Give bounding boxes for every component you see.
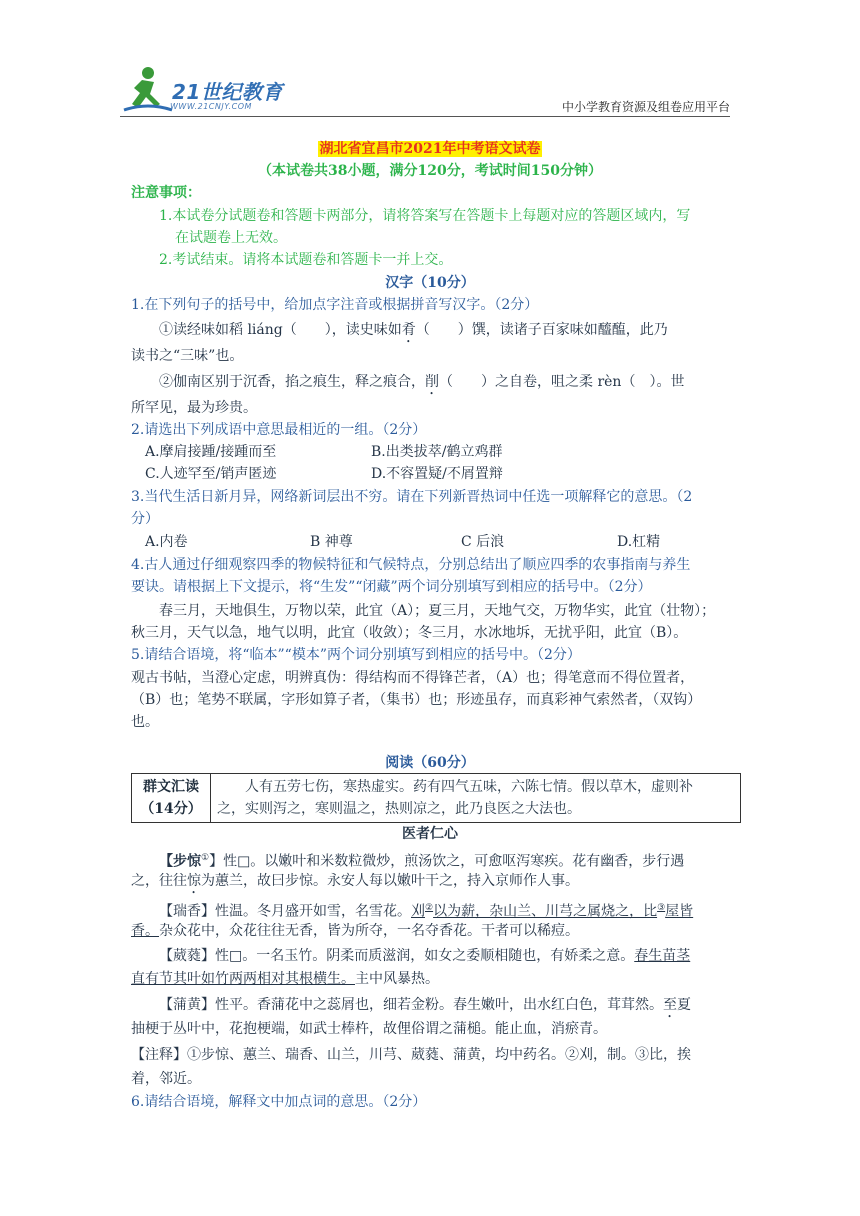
q1-line4: 所罕见，最为珍贵。 xyxy=(131,400,257,416)
p2a: 【瑞香】性温。冬月盛开如雪，名雪花。 xyxy=(159,903,411,920)
passage-p3-line2 xyxy=(131,968,439,990)
exam-subtitle: （本试卷共38小题，满分120分，考试时间150分钟） xyxy=(258,163,602,179)
platform-label: 中小学教育资源及组卷应用平台 xyxy=(561,100,730,114)
q3-option-a: A.内卷 xyxy=(145,534,188,550)
p4-dotted-char: 至 xyxy=(663,997,677,1013)
group-reading-text-1: 人有五劳七伤，寒热虚实。药有四气五味，六陈七情。假以草木，虚则补 xyxy=(245,779,693,795)
q5-stem: 5.请结合语境，将“临本”“模本”两个词分别填写到相应的括号中。（2分） xyxy=(131,647,581,663)
q1-line3 xyxy=(159,371,684,398)
p3-ul-1: 春生苗茎 xyxy=(634,948,691,964)
group-reading-table xyxy=(131,773,741,823)
q3-option-c: C 后浪 xyxy=(461,534,505,550)
p1c: 之，往往 xyxy=(131,873,187,889)
p1-body: 】性□。以嫩叶和米数粒微炒，煎汤饮之，可愈呕泻寒疾。花有幽香，步行遇 xyxy=(209,853,685,870)
passage-note-2: 着，邻近。 xyxy=(131,1071,201,1087)
header-divider xyxy=(120,116,730,117)
q2-stem: 2.请选出下列成语中意思最相近的一组。（2分） xyxy=(131,422,427,438)
p3a: 【葳蕤】性□。一名玉竹。阴柔而质滋润，如女之委顺相随也，有娇柔之意。 xyxy=(159,948,635,964)
section-hanzi: 汉字（10分） xyxy=(385,275,475,291)
q2-option-b: B.出类拔萃/鹤立鸡群 xyxy=(371,444,503,460)
q5-text-3: 也。 xyxy=(131,714,159,730)
q1-line3b: （ ）之自卷，咀之柔 rèn（ ）。世 xyxy=(439,374,685,390)
notice-heading: 注意事项： xyxy=(131,185,201,201)
q2-option-d: D.不容置疑/不屑置辩 xyxy=(371,466,503,482)
q3-option-d: D.杠精 xyxy=(617,534,661,550)
q4-text-1: 春三月，天地俱生，万物以荣，此宜（A）；夏三月，天地气交，万物华实，此宜（壮物）； xyxy=(159,603,716,619)
p2-note-mark-2: ② xyxy=(425,903,434,913)
p1-head: 【步惊 xyxy=(159,853,201,870)
q4-stem: 4.古人通过仔细观察四季的物候特征和气候特点，分别总结出了顺应四季的农事指南与养生 xyxy=(131,557,691,573)
q1-line1a: ①读经味如稻 liáng（ ），读史味如 xyxy=(159,322,402,338)
notice-item-2: 2.考试结束。请将本试题卷和答题卡一并上交。 xyxy=(159,252,453,268)
group-reading-label-1: 群文汇读 xyxy=(143,779,199,795)
passage-p1-line1 xyxy=(159,847,684,873)
passage-p2-line1 xyxy=(159,897,693,923)
p2-ul-2: 以为薪，杂山兰、川芎之属烧之，比 xyxy=(433,903,658,920)
exam-title-row xyxy=(0,138,860,160)
q4-text-2: 秋三月，天气以急，地气以明，此宜（收敛）；冬三月，水冰地坼，无扰乎阳，此宜（B）。 xyxy=(131,625,688,641)
passage-note-1: 【注释】①步惊、蕙兰、瑞香、山兰，川芎、葳蕤、蒲黄，均中药名。②刈，制。③比，挨 xyxy=(131,1047,691,1063)
group-reading-text-2: 之，实则泻之，寒则温之，热则凉之，此乃良医之大法也。 xyxy=(217,801,581,817)
group-reading-label xyxy=(132,774,211,823)
p4b: 夏 xyxy=(677,997,691,1013)
q1-dotted-char-1: 肴 xyxy=(401,322,416,338)
section-reading: 阅读（60分） xyxy=(385,755,475,771)
q2-option-a: A.摩肩接踵/接踵而至 xyxy=(145,444,277,460)
q3-option-b: B 神尊 xyxy=(310,534,353,550)
passage-p4-line2: 抽梗于丛叶中，花抱梗端，如武士棒杵，故俚俗谓之蒲槌。能止血，消瘀青。 xyxy=(131,1021,607,1037)
passage-p1-line2 xyxy=(131,870,579,897)
logo-url: WWW.21CNJY.COM xyxy=(170,102,252,111)
q3-stem-cont: 分） xyxy=(131,511,159,527)
p2c: 杂众花中，众花往往无香，皆为所夺，一名夺香花。干者可以稀痘。 xyxy=(159,923,579,939)
p2-ul-3: 屋皆 xyxy=(665,903,694,920)
q5-text-1: 观古书帖，当澄心定虑，明辨真伪：得结构而不得锋芒者，（A）也；得笔意而不得位置者， xyxy=(131,670,695,686)
p1d: 为蕙兰，故曰步惊。永安人每以嫩叶干之，持入京师作人事。 xyxy=(201,873,579,889)
runner-icon xyxy=(120,64,176,116)
q6-stem: 6.请结合语境，解释文中加点词的意思。（2分） xyxy=(131,1094,427,1110)
page-header xyxy=(120,64,730,120)
group-reading-intro xyxy=(211,774,741,823)
p3c: 主中风暴热。 xyxy=(355,971,439,987)
exam-title: 湖北省宜昌市2021年中考语文试卷 xyxy=(319,141,541,157)
q4-stem-cont: 要诀。请根据上下文提示，将“生发”“闭藏”两个词分别填写到相应的括号中。（2分） xyxy=(131,579,652,595)
p4a: 【蒲黄】性平。香蒲花中之蕊屑也，细若金粉。春生嫩叶，出水红白色，茸茸然。 xyxy=(159,997,663,1013)
q1-line1b: （ ）馔，读诸子百家味如醯醢，此乃 xyxy=(415,322,668,338)
q1-line2: 读书之“三味”也。 xyxy=(131,348,244,364)
group-reading-label-2: （14分） xyxy=(140,801,202,817)
notice-item-1-cont: 在试题卷上无效。 xyxy=(175,230,287,246)
p2-ul-1: 刈 xyxy=(411,903,425,920)
passage-p3-line1 xyxy=(159,945,690,967)
q1-dotted-char-2: 削 xyxy=(425,374,439,390)
p2-ul-4: 香。 xyxy=(131,923,159,939)
p1-note-mark: ① xyxy=(201,853,210,863)
q1-stem: 1.在下列句子的括号中，给加点字注音或根据拼音写汉字。（2分） xyxy=(131,297,539,313)
p2-note-mark-3: ③ xyxy=(657,903,666,913)
passage-p4-line1 xyxy=(159,994,691,1021)
p3-ul-2: 直有节其叶如竹两两相对其根横生。 xyxy=(131,971,355,987)
p1-dotted-char: 惊 xyxy=(187,873,201,889)
q2-option-c: C.人迹罕至/销声匿迹 xyxy=(145,466,277,482)
passage-p2-line2 xyxy=(131,920,579,942)
logo xyxy=(120,64,300,118)
passage-title: 医者仁心 xyxy=(402,826,458,842)
q5-text-2: （B）也；笔势不联属，字形如算子者，（集书）也；形迹虽存，而真彩神气索然者，（双钩） xyxy=(131,692,702,708)
logo-text: 21世纪教育 xyxy=(172,80,283,104)
q1-line3a: ②伽南区别于沉香，掐之痕生，释之痕合， xyxy=(159,374,425,390)
q3-stem: 3.当代生活日新月异，网络新词层出不穷。请在下列新晋热词中任选一项解释它的意思。（2 xyxy=(131,489,693,505)
notice-item-1: 1.本试卷分试题卷和答题卡两部分，请将答案写在答题卡上每题对应的答题区域内，写 xyxy=(159,208,691,224)
q1-line1 xyxy=(159,319,668,346)
